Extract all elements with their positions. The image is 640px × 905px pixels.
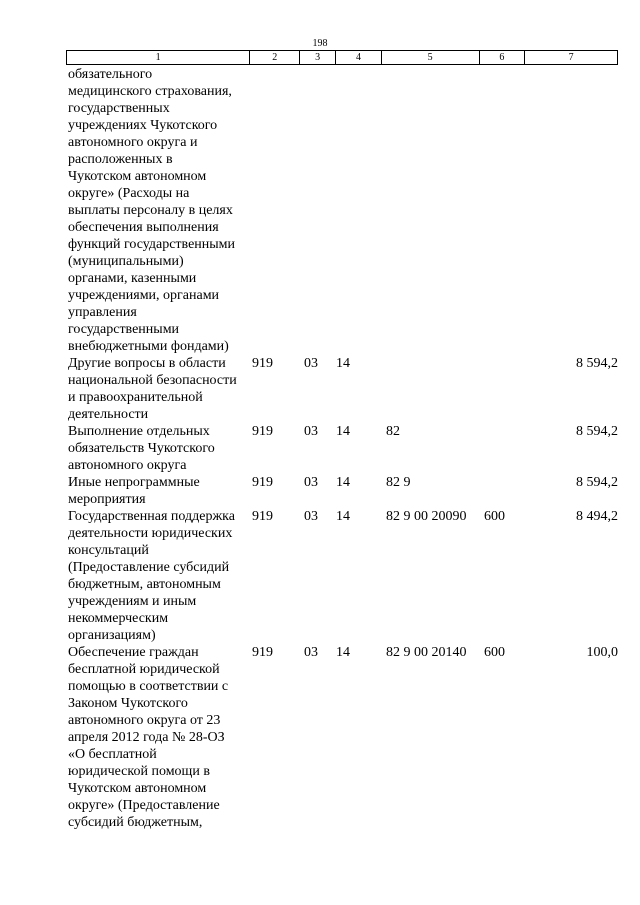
row-grbs: 919 [252, 475, 273, 490]
table-row [66, 66, 618, 355]
row-expense-type: 600 [484, 645, 505, 660]
row-grbs: 919 [252, 509, 273, 524]
table-row [66, 508, 618, 644]
row-target-article: 82 [386, 424, 400, 439]
row-subsection: 14 [336, 356, 350, 371]
row-subsection: 14 [336, 475, 350, 490]
header-col-5: 5 [382, 51, 480, 64]
row-name: Государственная поддержка деятельности юридических консультаций (Предоставление субсидий бюджетным, автономным учреждениям и иным некоммерческим организациям) [68, 509, 235, 643]
row-subsection: 14 [336, 424, 350, 439]
row-section: 03 [304, 424, 318, 439]
row-name: Иные непрограммные мероприятия [68, 475, 200, 507]
page-number: 198 [312, 38, 328, 49]
row-section: 03 [304, 475, 318, 490]
row-subsection: 14 [336, 509, 350, 524]
row-name: обязательного медицинского страхования, государственных учреждениях Чукотского автономного округа и расположенных в Чукотском автономном округе» (Расходы на выплаты персоналу в целях обеспечения выполнения функций государственными (муниципальными) органами, казенными учреждениями, органами управления государственными внебюджетными фондами) [68, 67, 236, 354]
table-row [66, 423, 618, 474]
row-sum: 8 594,2 [576, 356, 618, 371]
row-target-article: 82 9 [386, 475, 411, 490]
row-grbs: 919 [252, 424, 273, 439]
row-expense-type: 600 [484, 509, 505, 524]
header-col-3: 3 [300, 51, 336, 64]
row-name: Другие вопросы в области национальной безопасности и правоохранительной деятельности [68, 356, 237, 422]
row-section: 03 [304, 509, 318, 524]
row-sum: 8 594,2 [576, 424, 618, 439]
row-target-article: 82 9 00 20140 [386, 645, 467, 660]
row-grbs: 919 [252, 645, 273, 660]
table-row [66, 644, 618, 831]
header-col-1: 1 [67, 51, 250, 64]
header-col-6: 6 [480, 51, 526, 64]
row-sum: 100,0 [586, 645, 618, 660]
header-col-2: 2 [250, 51, 300, 64]
row-target-article: 82 9 00 20090 [386, 509, 467, 524]
header-col-4: 4 [336, 51, 382, 64]
table-row [66, 355, 618, 423]
header-col-7: 7 [568, 52, 574, 63]
row-grbs: 919 [252, 356, 273, 371]
row-subsection: 14 [336, 645, 350, 660]
table-row [66, 474, 618, 508]
row-section: 03 [304, 645, 318, 660]
row-sum: 8 494,2 [576, 509, 618, 524]
row-name: Выполнение отдельных обязательств Чукотского автономного округа [68, 424, 215, 473]
row-section: 03 [304, 356, 318, 371]
table-header [66, 50, 618, 65]
row-name: Обеспечение граждан бесплатной юридической помощью в соответствии с Законом Чукотского автономного округа от 23 апреля 2012 года № 28-ОЗ «О бесплатной юридической помощи в Чукотском автономном округе» (Предоставление субсидий бюджетным, [68, 645, 229, 830]
table-body [66, 66, 618, 831]
row-sum: 8 594,2 [576, 475, 618, 490]
